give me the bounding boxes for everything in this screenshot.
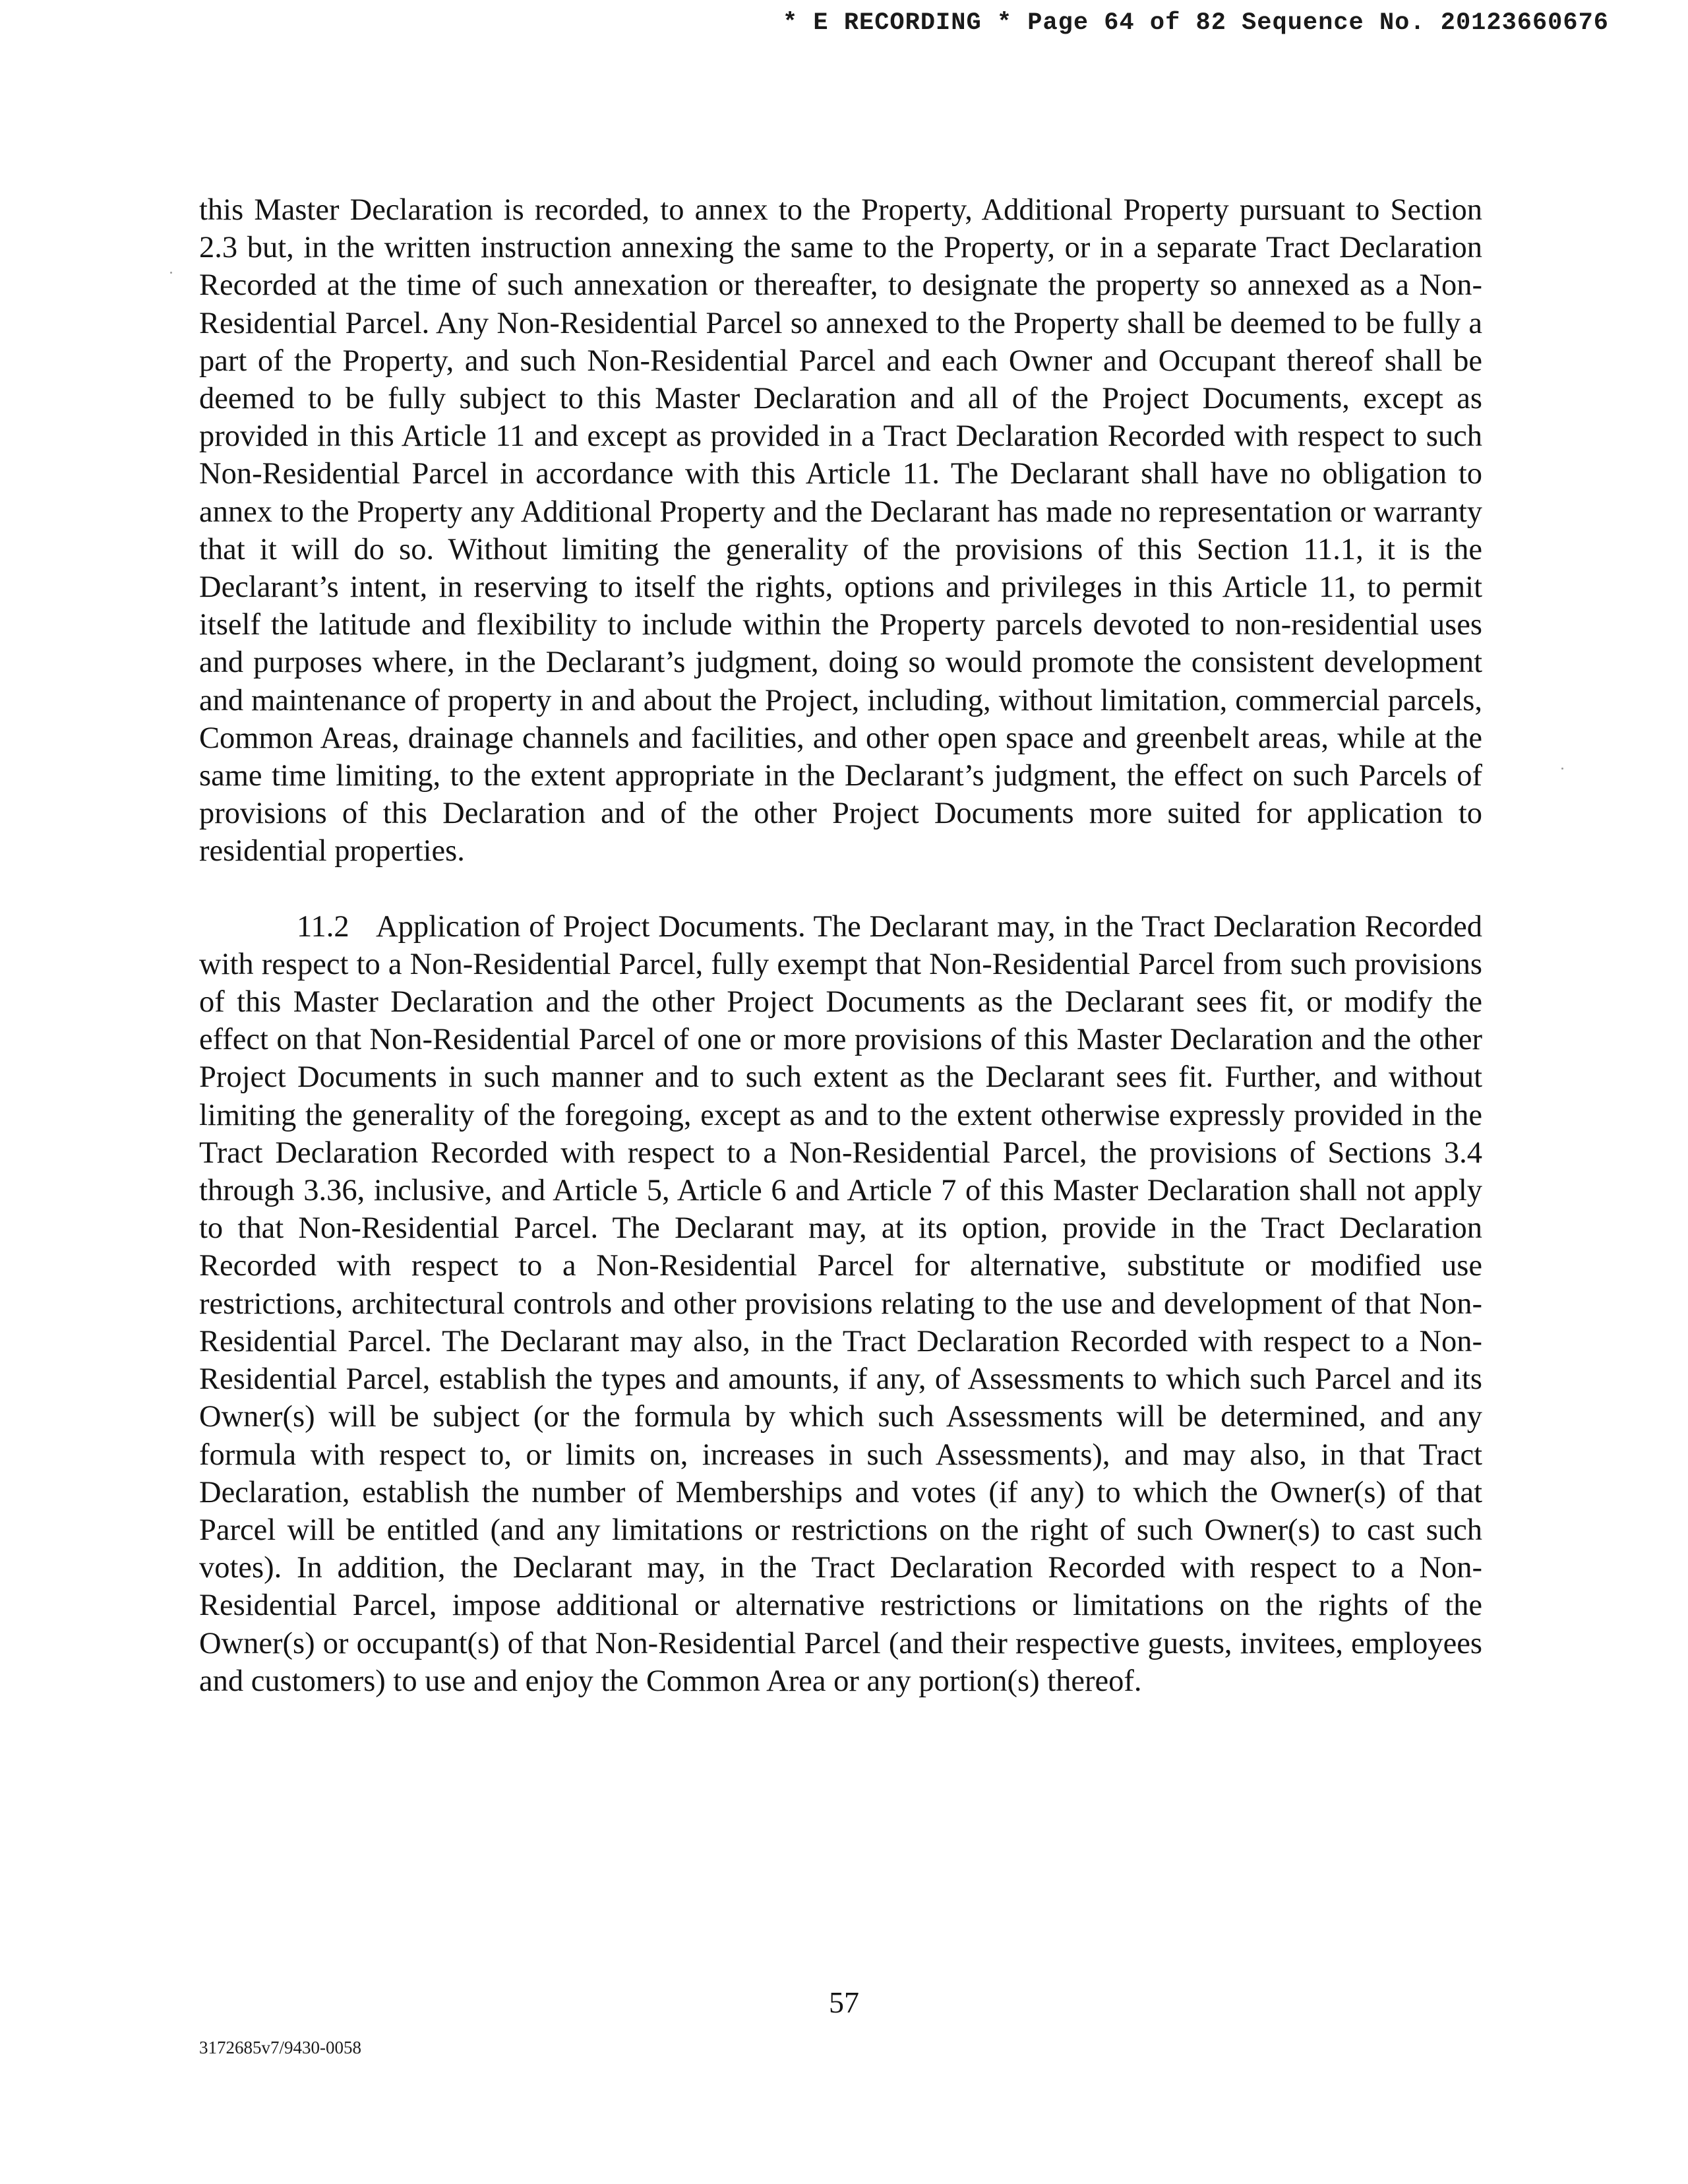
scan-speck [1561,768,1563,770]
section-11-2-paragraph [199,908,1482,1700]
recording-header: * E RECORDING * Page 64 of 82 Sequence No. 20123660676 [783,9,1609,37]
page-number: 57 [829,1986,859,2019]
scan-speck [170,272,172,274]
section-number: 11.2 [297,909,349,944]
section-11-2-text: Application of Project Documents. The Declarant may, in the Tract Declaration Recorded with respect to a Non-Residential Parcel, fully exempt that Non-Residential Parcel from such provisions of this Master Declaration and the other Project Documents as the Declarant sees fit, or modify the effect on that Non-Residential Parcel of one or more provisions of this Master Declaration and the other Project Documents in such manner and to such extent as the Declarant sees fit. Further, and without limiting the generality of the foregoing, except as and to the extent otherwise expressly provided in the Tract Declaration Recorded with respect to a Non-Residential Parcel, the provisions of Sections 3.4 through 3.36, inclusive, and Article 5, Article 6 and Article 7 of this Master Declaration shall not apply to that Non-Residential Parcel. The Declarant may, at its option, provide in the Tract Declaration Recorded with respect to a Non-Residential Parcel for alternative, substitute or modified use restrictions, architectural controls and other provisions relating to the use and development of that Non-Residential Parcel. The Declarant may also, in the Tract Declaration Recorded with respect to a Non-Residential Parcel, establish the types and amounts, if any, of Assessments to which such Parcel and its Owner(s) will be subject (or the formula by which such Assessments will be determined, and any formula with respect to, or limits on, increases in such Assessments), and may also, in that Tract Declaration, establish the number of Memberships and votes (if any) to which the Owner(s) of that Parcel will be entitled (and any limitations or restrictions on the right of such Owner(s) to cast such votes). In addition, the Declarant may, in the Tract Declaration Recorded with respect to a Non-Residential Parcel, impose additional or alternative restrictions or limitations on the rights of the Owner(s) or occupant(s) of that Non-Residential Parcel (and their respective guests, invitees, employees and customers) to use and enjoy the Common Area or any portion(s) thereof. [199,909,1482,1698]
document-id: 3172685v7/9430-0058 [199,2038,361,2057]
paragraph-continuation: this Master Declaration is recorded, to annex to the Property, Additional Property pursuant to Section 2.3 but, in the written instruction annexing the same to the Property, or in a separate Tract Declaration Recorded at the time of such annexation or thereafter, to designate the property so annexed as a Non-Residential Parcel. Any Non-Residential Parcel so annexed to the Property shall be deemed to be fully a part of the Property, and such Non-Residential Parcel and each Owner and Occupant thereof shall be deemed to be fully subject to this Master Declaration and all of the Project Documents, except as provided in this Article 11 and except as provided in a Tract Declaration Recorded with respect to such Non-Residential Parcel in accordance with this Article 11. The Declarant shall have no obligation to annex to the Property any Additional Property and the Declarant has made no representation or warranty that it will do so. Without limiting the generality of the provisions of this Section 11.1, it is the Declarant’s intent, in reserving to itself the rights, options and privileges in this Article 11, to permit itself the latitude and flexibility to include within the Property parcels devoted to non-residential uses and purposes where, in the Declarant’s judgment, doing so would promote the consistent development and maintenance of property in and about the Project, including, without limitation, commercial parcels, Common Areas, drainage channels and facilities, and other open space and greenbelt areas, while at the same time limiting, to the extent appropriate in the Declarant’s judgment, the effect on such Parcels of provisions of this Declaration and of the other Project Documents more suited for application to residential properties. [199,193,1482,868]
document-body [199,191,1482,1700]
